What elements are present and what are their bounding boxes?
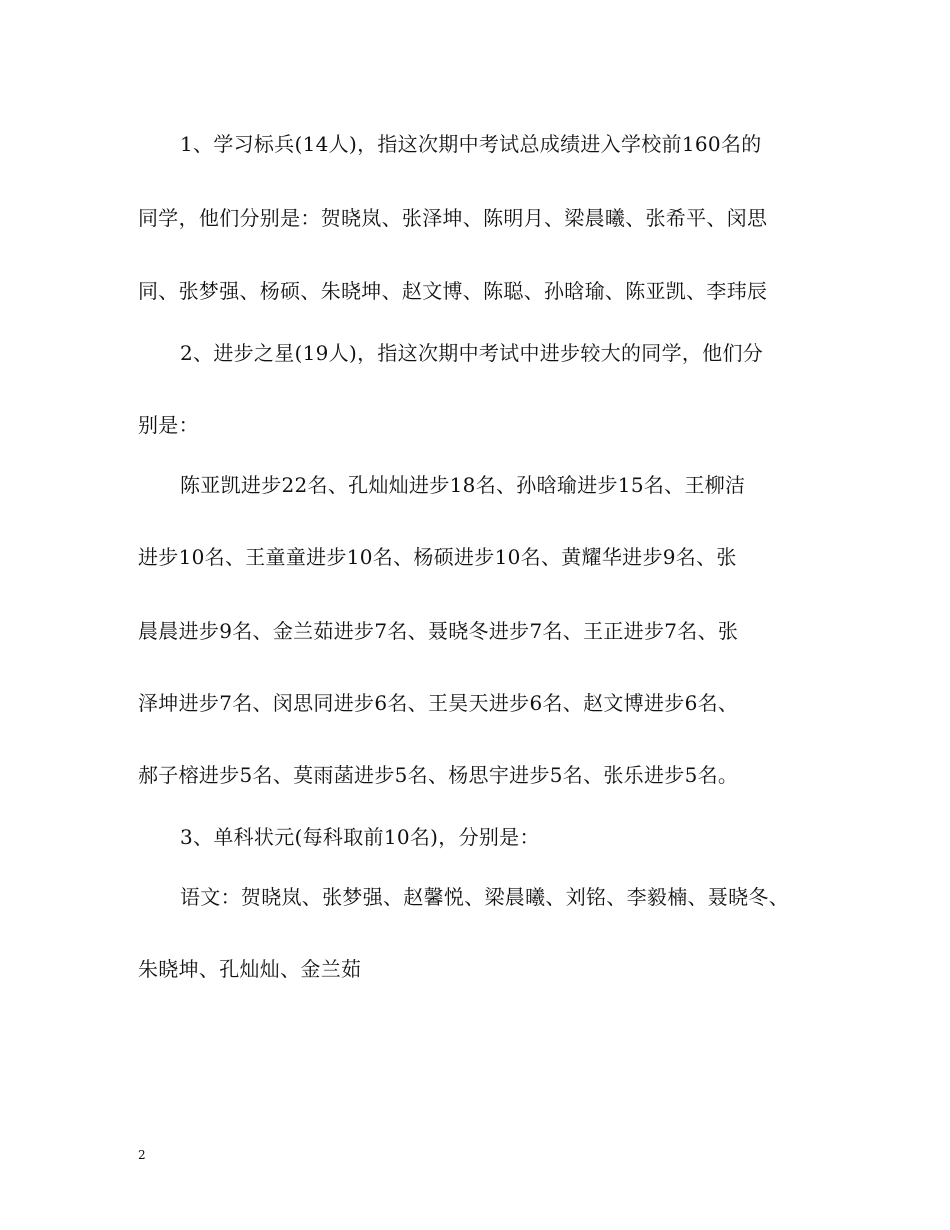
paragraph-1-line-1: 1、学习标兵(14人)，指这次期中考试总成绩进入学校前160名的 xyxy=(180,132,762,156)
paragraph-2-line-2: 别是： xyxy=(138,413,199,437)
paragraph-3-line-5: 郝子榕进步5名、莫雨菡进步5名、杨思宇进步5名、张乐进步5名。 xyxy=(138,763,739,787)
page-number: 2 xyxy=(138,1148,146,1162)
paragraph-1-line-3: 同、张梦强、杨硕、朱晓坤、赵文博、陈聪、孙晗瑜、陈亚凯、李玮辰 xyxy=(138,279,768,303)
paragraph-4-line-1: 3、单科状元(每科取前10名)，分别是： xyxy=(180,825,540,849)
paragraph-5-line-1: 语文：贺晓岚、张梦强、赵馨悦、梁晨曦、刘铭、李毅楠、聂晓冬、 xyxy=(180,885,789,909)
paragraph-5-line-2: 朱晓坤、孔灿灿、金兰茹 xyxy=(138,957,362,981)
paragraph-3-line-4: 泽坤进步7名、闵思同进步6名、王昊天进步6名、赵文博进步6名、 xyxy=(138,691,739,715)
paragraph-3-line-2: 进步10名、王童童进步10名、杨硕进步10名、黄耀华进步9名、张 xyxy=(138,545,737,569)
paragraph-2-line-1: 2、进步之星(19人)，指这次期中考试中进步较大的同学，他们分 xyxy=(180,341,764,365)
paragraph-1-line-2: 同学，他们分别是：贺晓岚、张泽坤、陈明月、梁晨曦、张希平、闵思 xyxy=(138,206,768,230)
paragraph-3-line-3: 晨晨进步9名、金兰茹进步7名、聂晓冬进步7名、王正进步7名、张 xyxy=(138,619,739,643)
paragraph-3-line-1: 陈亚凯进步22名、孔灿灿进步18名、孙晗瑜进步15名、王柳洁 xyxy=(180,473,746,497)
